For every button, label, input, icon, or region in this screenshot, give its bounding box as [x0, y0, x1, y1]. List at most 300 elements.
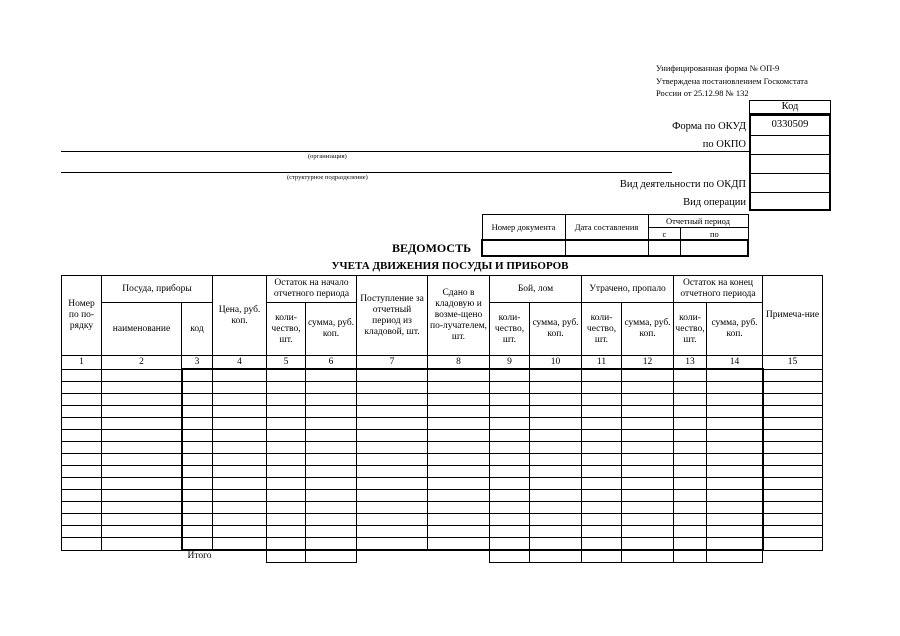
total-blank-cell — [102, 550, 182, 563]
table-cell[interactable] — [622, 538, 674, 551]
total-blank-cell — [62, 550, 102, 563]
table-cell[interactable] — [763, 526, 823, 538]
period-to-field[interactable] — [681, 240, 748, 256]
table-cell[interactable] — [182, 526, 213, 538]
table-cell[interactable] — [428, 406, 490, 418]
okdp-code-field[interactable] — [749, 174, 831, 193]
column-number-14: 14 — [707, 356, 763, 370]
table-cell[interactable] — [763, 430, 823, 442]
doc-date-field[interactable] — [565, 240, 648, 256]
table-cell[interactable] — [707, 514, 763, 526]
table-cell[interactable] — [102, 454, 182, 466]
table-cell[interactable] — [707, 418, 763, 430]
table-cell[interactable] — [357, 382, 428, 394]
table-cell[interactable] — [357, 418, 428, 430]
table-cell[interactable] — [622, 466, 674, 478]
table-cell[interactable] — [622, 454, 674, 466]
form-number-line: Унифицированная форма № ОП-9 — [656, 63, 780, 73]
column-number-10: 10 — [530, 356, 582, 370]
table-cell[interactable] — [763, 514, 823, 526]
table-cell[interactable] — [622, 502, 674, 514]
table-cell[interactable] — [357, 406, 428, 418]
table-cell[interactable] — [674, 526, 707, 538]
table-cell[interactable] — [357, 442, 428, 454]
table-cell[interactable] — [490, 382, 530, 394]
table-cell[interactable] — [267, 394, 306, 406]
table-cell[interactable] — [182, 369, 213, 382]
table-cell[interactable] — [530, 502, 582, 514]
okud-label: Форма по ОКУД — [672, 121, 746, 132]
table-cell[interactable] — [428, 526, 490, 538]
table-row — [62, 406, 823, 418]
table-cell[interactable] — [306, 526, 357, 538]
table-cell[interactable] — [62, 478, 102, 490]
okud-code-value: 0330509 — [749, 116, 831, 136]
lost-qty-header: коли-чество, шт. — [582, 303, 622, 356]
table-cell[interactable] — [582, 514, 622, 526]
table-cell[interactable] — [306, 502, 357, 514]
table-cell[interactable] — [428, 490, 490, 502]
table-cell[interactable] — [357, 490, 428, 502]
okpo-code-field[interactable] — [749, 136, 831, 155]
col-note-header: Примеча-ние — [763, 276, 823, 356]
table-cell[interactable] — [267, 442, 306, 454]
period-from-field[interactable] — [648, 240, 681, 256]
table-cell[interactable] — [490, 442, 530, 454]
table-cell[interactable] — [357, 466, 428, 478]
doc-number-header: Номер документа — [482, 215, 565, 241]
table-cell[interactable] — [182, 418, 213, 430]
broken-sum-header: сумма, руб. коп. — [530, 303, 582, 356]
table-cell[interactable] — [674, 442, 707, 454]
table-cell[interactable] — [530, 478, 582, 490]
table-cell[interactable] — [582, 454, 622, 466]
table-cell[interactable] — [182, 454, 213, 466]
table-row — [62, 538, 823, 551]
table-cell[interactable] — [582, 502, 622, 514]
table-cell[interactable] — [490, 538, 530, 551]
table-cell[interactable] — [707, 538, 763, 551]
table-cell[interactable] — [102, 502, 182, 514]
table-cell[interactable] — [267, 502, 306, 514]
table-cell[interactable] — [582, 538, 622, 551]
table-cell[interactable] — [102, 442, 182, 454]
table-cell[interactable] — [622, 394, 674, 406]
table-cell[interactable] — [490, 478, 530, 490]
table-cell[interactable] — [674, 454, 707, 466]
table-row — [62, 490, 823, 502]
table-cell[interactable] — [102, 478, 182, 490]
organization-code-field[interactable] — [749, 155, 831, 174]
table-cell[interactable] — [357, 454, 428, 466]
table-cell[interactable] — [530, 538, 582, 551]
table-cell[interactable] — [674, 538, 707, 551]
table-cell[interactable] — [582, 369, 622, 382]
column-number-15: 15 — [763, 356, 823, 370]
table-cell[interactable] — [674, 369, 707, 382]
table-cell[interactable] — [530, 454, 582, 466]
table-cell[interactable] — [213, 430, 267, 442]
table-cell[interactable] — [707, 430, 763, 442]
table-cell[interactable] — [428, 442, 490, 454]
table-cell[interactable] — [763, 406, 823, 418]
column-number-1: 1 — [62, 356, 102, 370]
table-cell[interactable] — [622, 478, 674, 490]
table-row — [62, 514, 823, 526]
table-cell[interactable] — [182, 382, 213, 394]
total-cell[interactable] — [267, 550, 306, 563]
organization-caption: (организация) — [308, 153, 347, 160]
total-cell[interactable] — [582, 550, 622, 563]
table-cell[interactable] — [306, 442, 357, 454]
table-cell[interactable] — [357, 394, 428, 406]
table-row — [62, 478, 823, 490]
table-cell[interactable] — [213, 369, 267, 382]
table-cell[interactable] — [530, 382, 582, 394]
table-cell[interactable] — [357, 526, 428, 538]
start-sum-header: сумма, руб. коп. — [306, 303, 357, 356]
total-label: Итого — [187, 551, 212, 562]
form-header-note — [656, 62, 808, 100]
total-cell[interactable] — [674, 550, 707, 563]
table-cell[interactable] — [213, 466, 267, 478]
table-cell[interactable] — [213, 394, 267, 406]
period-from-header: с — [648, 228, 681, 241]
table-cell[interactable] — [428, 466, 490, 478]
okdp-label: Вид деятельности по ОКДП — [619, 179, 746, 190]
table-cell[interactable] — [213, 454, 267, 466]
table-cell[interactable] — [102, 514, 182, 526]
table-cell[interactable] — [428, 418, 490, 430]
table-cell[interactable] — [182, 430, 213, 442]
table-cell[interactable] — [763, 454, 823, 466]
table-cell[interactable] — [357, 478, 428, 490]
table-cell[interactable] — [674, 418, 707, 430]
okpo-label: по ОКПО — [702, 139, 746, 150]
table-cell[interactable] — [707, 454, 763, 466]
table-cell[interactable] — [267, 478, 306, 490]
table-cell[interactable] — [182, 478, 213, 490]
table-cell[interactable] — [62, 430, 102, 442]
table-cell[interactable] — [763, 418, 823, 430]
table-cell[interactable] — [267, 454, 306, 466]
table-cell[interactable] — [306, 538, 357, 551]
table-cell[interactable] — [428, 478, 490, 490]
operation-code-field[interactable] — [749, 193, 831, 210]
table-cell[interactable] — [102, 382, 182, 394]
table-cell[interactable] — [182, 538, 213, 551]
col-lost-header: Утрачено, пропало — [582, 276, 674, 303]
table-cell[interactable] — [622, 442, 674, 454]
table-cell[interactable] — [428, 538, 490, 551]
table-cell[interactable] — [213, 490, 267, 502]
table-cell[interactable] — [267, 466, 306, 478]
table-cell[interactable] — [306, 382, 357, 394]
table-cell[interactable] — [306, 466, 357, 478]
col-income-header: Поступление за отчетный период из кладовой, шт. — [357, 276, 428, 356]
subdivision-line[interactable] — [61, 172, 672, 173]
total-cell[interactable] — [306, 550, 357, 563]
table-cell[interactable] — [62, 369, 102, 382]
column-number-12: 12 — [622, 356, 674, 370]
table-cell[interactable] — [182, 466, 213, 478]
table-cell[interactable] — [490, 490, 530, 502]
total-blank-cell — [763, 550, 823, 563]
table-cell[interactable] — [707, 526, 763, 538]
table-cell[interactable] — [102, 430, 182, 442]
table-cell[interactable] — [707, 502, 763, 514]
table-cell[interactable] — [490, 454, 530, 466]
table-cell[interactable] — [306, 394, 357, 406]
table-cell[interactable] — [267, 406, 306, 418]
table-cell[interactable] — [530, 514, 582, 526]
subdivision-caption: (структурное подразделение) — [287, 174, 368, 181]
table-cell[interactable] — [428, 514, 490, 526]
table-cell[interactable] — [763, 369, 823, 382]
table-cell[interactable] — [763, 466, 823, 478]
table-cell[interactable] — [490, 418, 530, 430]
table-cell[interactable] — [213, 442, 267, 454]
start-qty-header: коли-чество, шт. — [267, 303, 306, 356]
table-cell[interactable] — [490, 502, 530, 514]
column-number-6: 6 — [306, 356, 357, 370]
approval-date-line: России от 25.12.98 № 132 — [656, 88, 749, 98]
table-cell[interactable] — [582, 430, 622, 442]
table-cell[interactable] — [213, 478, 267, 490]
table-cell[interactable] — [490, 394, 530, 406]
table-cell[interactable] — [213, 382, 267, 394]
table-cell[interactable] — [490, 369, 530, 382]
table-cell[interactable] — [62, 454, 102, 466]
table-cell[interactable] — [267, 418, 306, 430]
table-cell[interactable] — [763, 442, 823, 454]
table-cell[interactable] — [62, 490, 102, 502]
table-row — [62, 442, 823, 454]
table-cell[interactable] — [102, 406, 182, 418]
table-cell[interactable] — [357, 514, 428, 526]
table-cell[interactable] — [306, 514, 357, 526]
table-row — [62, 382, 823, 394]
table-cell[interactable] — [622, 418, 674, 430]
table-cell[interactable] — [582, 442, 622, 454]
table-cell[interactable] — [674, 382, 707, 394]
table-cell[interactable] — [62, 526, 102, 538]
table-cell[interactable] — [62, 394, 102, 406]
table-cell[interactable] — [622, 430, 674, 442]
table-cell[interactable] — [102, 418, 182, 430]
doc-number-field[interactable] — [482, 240, 565, 256]
table-cell[interactable] — [428, 502, 490, 514]
table-cell[interactable] — [622, 382, 674, 394]
table-cell[interactable] — [674, 478, 707, 490]
table-cell[interactable] — [622, 526, 674, 538]
table-cell[interactable] — [763, 478, 823, 490]
table-cell[interactable] — [490, 466, 530, 478]
column-number-2: 2 — [102, 356, 182, 370]
column-number-5: 5 — [267, 356, 306, 370]
table-cell[interactable] — [102, 490, 182, 502]
table-cell[interactable] — [707, 406, 763, 418]
table-cell[interactable] — [674, 406, 707, 418]
total-cell[interactable] — [707, 550, 763, 563]
table-cell[interactable] — [622, 514, 674, 526]
table-cell[interactable] — [357, 502, 428, 514]
table-cell[interactable] — [357, 430, 428, 442]
table-cell[interactable] — [490, 430, 530, 442]
table-cell[interactable] — [306, 430, 357, 442]
column-number-8: 8 — [428, 356, 490, 370]
total-cell[interactable] — [530, 550, 582, 563]
table-row — [62, 430, 823, 442]
table-cell[interactable] — [267, 490, 306, 502]
table-cell[interactable] — [306, 369, 357, 382]
table-cell[interactable] — [62, 406, 102, 418]
table-cell[interactable] — [62, 538, 102, 551]
table-cell[interactable] — [707, 490, 763, 502]
code-header: Код — [749, 100, 831, 114]
table-cell[interactable] — [267, 538, 306, 551]
table-cell[interactable] — [62, 514, 102, 526]
table-cell[interactable] — [582, 394, 622, 406]
table-cell[interactable] — [213, 406, 267, 418]
table-cell[interactable] — [763, 490, 823, 502]
table-cell[interactable] — [357, 369, 428, 382]
table-cell[interactable] — [582, 382, 622, 394]
table-cell[interactable] — [357, 538, 428, 551]
table-cell[interactable] — [267, 369, 306, 382]
total-cell[interactable] — [622, 550, 674, 563]
dishes-movement-table — [61, 275, 823, 563]
table-cell[interactable] — [530, 394, 582, 406]
table-cell[interactable] — [102, 526, 182, 538]
table-cell[interactable] — [582, 478, 622, 490]
table-cell[interactable] — [707, 478, 763, 490]
table-cell[interactable] — [763, 538, 823, 551]
table-cell[interactable] — [530, 406, 582, 418]
table-cell[interactable] — [182, 394, 213, 406]
table-cell[interactable] — [182, 502, 213, 514]
table-cell[interactable] — [530, 466, 582, 478]
table-cell[interactable] — [267, 382, 306, 394]
table-row — [62, 454, 823, 466]
table-cell[interactable] — [707, 369, 763, 382]
table-cell[interactable] — [582, 490, 622, 502]
table-cell[interactable] — [622, 369, 674, 382]
table-cell[interactable] — [306, 418, 357, 430]
table-cell[interactable] — [62, 502, 102, 514]
table-cell[interactable] — [530, 490, 582, 502]
table-cell[interactable] — [428, 454, 490, 466]
table-cell[interactable] — [428, 369, 490, 382]
table-cell[interactable] — [674, 514, 707, 526]
table-cell[interactable] — [428, 430, 490, 442]
table-cell[interactable] — [267, 526, 306, 538]
table-cell[interactable] — [62, 466, 102, 478]
table-row — [62, 394, 823, 406]
table-cell[interactable] — [62, 442, 102, 454]
table-cell[interactable] — [490, 406, 530, 418]
table-cell[interactable] — [582, 406, 622, 418]
table-cell[interactable] — [763, 394, 823, 406]
table-cell[interactable] — [213, 526, 267, 538]
table-cell[interactable] — [213, 514, 267, 526]
table-cell[interactable] — [267, 430, 306, 442]
table-cell[interactable] — [267, 514, 306, 526]
table-cell[interactable] — [622, 490, 674, 502]
table-row — [62, 502, 823, 514]
table-cell[interactable] — [582, 418, 622, 430]
table-cell[interactable] — [707, 466, 763, 478]
table-cell[interactable] — [182, 514, 213, 526]
table-cell[interactable] — [182, 406, 213, 418]
table-cell[interactable] — [62, 382, 102, 394]
table-cell[interactable] — [707, 442, 763, 454]
table-cell[interactable] — [622, 406, 674, 418]
table-cell[interactable] — [674, 466, 707, 478]
table-cell[interactable] — [490, 526, 530, 538]
column-number-13: 13 — [674, 356, 707, 370]
table-row — [62, 466, 823, 478]
column-number-7: 7 — [357, 356, 428, 370]
table-cell[interactable] — [428, 382, 490, 394]
table-cell[interactable] — [530, 369, 582, 382]
organization-line[interactable] — [61, 151, 749, 152]
table-cell[interactable] — [674, 502, 707, 514]
table-cell[interactable] — [707, 382, 763, 394]
table-cell[interactable] — [707, 394, 763, 406]
table-cell[interactable] — [213, 418, 267, 430]
col-name-header: наименование — [102, 303, 182, 356]
period-header: Отчетный период — [648, 215, 748, 228]
table-cell[interactable] — [102, 369, 182, 382]
table-cell[interactable] — [763, 382, 823, 394]
total-row — [62, 550, 823, 563]
table-cell[interactable] — [102, 538, 182, 551]
table-cell[interactable] — [213, 502, 267, 514]
table-cell[interactable] — [582, 526, 622, 538]
col-price-header: Цена, руб. коп. — [213, 276, 267, 356]
table-cell[interactable] — [306, 490, 357, 502]
table-cell[interactable] — [306, 478, 357, 490]
table-cell[interactable] — [763, 502, 823, 514]
table-cell[interactable] — [674, 490, 707, 502]
period-to-header: по — [681, 228, 748, 241]
table-cell[interactable] — [62, 418, 102, 430]
table-cell[interactable] — [182, 442, 213, 454]
table-cell[interactable] — [306, 406, 357, 418]
table-cell[interactable] — [306, 454, 357, 466]
table-cell[interactable] — [530, 418, 582, 430]
table-cell[interactable] — [530, 430, 582, 442]
table-cell[interactable] — [530, 442, 582, 454]
column-number-4: 4 — [213, 356, 267, 370]
table-cell[interactable] — [530, 526, 582, 538]
table-cell[interactable] — [490, 514, 530, 526]
table-cell[interactable] — [182, 490, 213, 502]
table-cell[interactable] — [102, 394, 182, 406]
table-cell[interactable] — [674, 394, 707, 406]
table-cell[interactable] — [428, 394, 490, 406]
table-cell[interactable] — [102, 466, 182, 478]
table-cell[interactable] — [582, 466, 622, 478]
column-number-11: 11 — [582, 356, 622, 370]
total-cell[interactable] — [490, 550, 530, 563]
table-cell[interactable] — [674, 430, 707, 442]
table-row — [62, 526, 823, 538]
table-cell[interactable] — [213, 538, 267, 551]
col-dishes-header: Посуда, приборы — [102, 276, 213, 303]
column-number-row — [62, 356, 823, 370]
